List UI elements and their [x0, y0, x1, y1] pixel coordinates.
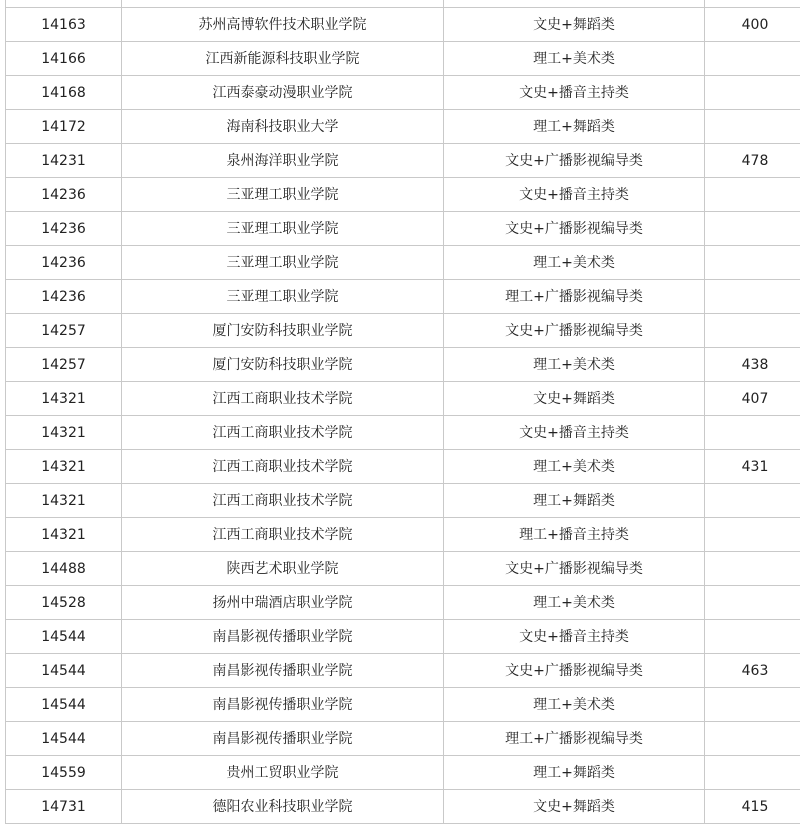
table-row	[6, 450, 800, 484]
code-cell: 14257	[6, 314, 122, 348]
category-cell: 文史+播音主持类	[444, 416, 705, 450]
score-cell	[705, 246, 800, 280]
category-cell: 理工+美术类	[444, 586, 705, 620]
category-cell: 理工+舞蹈类	[444, 484, 705, 518]
table-row	[6, 212, 800, 246]
table-row	[6, 484, 800, 518]
school-cell: 江西工商职业技术学院	[122, 518, 444, 552]
score-cell	[705, 76, 800, 110]
score-cell	[705, 416, 800, 450]
score-cell	[705, 212, 800, 246]
category-cell: 理工+广播影视编导类	[444, 722, 705, 756]
table-row	[6, 280, 800, 314]
score-cell	[705, 620, 800, 654]
score-cell	[705, 280, 800, 314]
school-cell: 厦门安防科技职业学院	[122, 348, 444, 382]
score-cell	[705, 722, 800, 756]
school-cell: 德阳农业科技职业学院	[122, 790, 444, 824]
school-cell: 苏州高博软件技术职业学院	[122, 8, 444, 42]
score-cell: 478	[705, 144, 800, 178]
score-cell	[705, 756, 800, 790]
category-cell: 理工+播音主持类	[444, 518, 705, 552]
school-cell: 三亚理工职业学院	[122, 178, 444, 212]
category-cell: 理工+舞蹈类	[444, 110, 705, 144]
category-cell: 文史+播音主持类	[444, 178, 705, 212]
school-cell: 南昌影视传播职业学院	[122, 688, 444, 722]
code-cell: 14488	[6, 552, 122, 586]
school-cell: 三亚理工职业学院	[122, 246, 444, 280]
category-cell: 理工+美术类	[444, 246, 705, 280]
table-row	[6, 144, 800, 178]
code-cell	[6, 0, 122, 8]
code-cell: 14559	[6, 756, 122, 790]
category-cell: 文史+广播影视编导类	[444, 552, 705, 586]
code-cell: 14544	[6, 688, 122, 722]
table-row	[6, 586, 800, 620]
school-cell: 南昌影视传播职业学院	[122, 620, 444, 654]
school-cell: 厦门安防科技职业学院	[122, 314, 444, 348]
table-row	[6, 382, 800, 416]
school-cell: 贵州工贸职业学院	[122, 756, 444, 790]
admission-table	[5, 0, 800, 824]
table-row	[6, 110, 800, 144]
table-row	[6, 246, 800, 280]
code-cell: 14544	[6, 654, 122, 688]
code-cell: 14231	[6, 144, 122, 178]
score-cell	[705, 586, 800, 620]
category-cell: 文史+广播影视编导类	[444, 144, 705, 178]
school-cell: 江西新能源科技职业学院	[122, 42, 444, 76]
score-cell: 431	[705, 450, 800, 484]
code-cell: 14236	[6, 280, 122, 314]
score-cell: 400	[705, 8, 800, 42]
code-cell: 14172	[6, 110, 122, 144]
category-cell: 理工+美术类	[444, 42, 705, 76]
category-cell: 文史+舞蹈类	[444, 8, 705, 42]
code-cell: 14236	[6, 212, 122, 246]
table-row	[6, 416, 800, 450]
school-cell	[122, 0, 444, 8]
score-cell: 407	[705, 382, 800, 416]
category-cell: 文史+广播影视编导类	[444, 654, 705, 688]
category-cell: 理工+美术类	[444, 688, 705, 722]
category-cell: 文史+播音主持类	[444, 76, 705, 110]
score-cell	[705, 42, 800, 76]
school-cell: 江西工商职业技术学院	[122, 484, 444, 518]
score-cell	[705, 518, 800, 552]
table-row	[6, 0, 800, 8]
score-cell: 438	[705, 348, 800, 382]
category-cell: 文史+舞蹈类	[444, 790, 705, 824]
category-cell	[444, 0, 705, 8]
score-cell	[705, 314, 800, 348]
table-row	[6, 518, 800, 552]
school-cell: 江西泰豪动漫职业学院	[122, 76, 444, 110]
category-cell: 理工+美术类	[444, 348, 705, 382]
score-cell	[705, 110, 800, 144]
code-cell: 14321	[6, 484, 122, 518]
school-cell: 南昌影视传播职业学院	[122, 654, 444, 688]
table-row	[6, 42, 800, 76]
score-cell	[705, 484, 800, 518]
code-cell: 14236	[6, 178, 122, 212]
table-row	[6, 620, 800, 654]
school-cell: 海南科技职业大学	[122, 110, 444, 144]
school-cell: 三亚理工职业学院	[122, 212, 444, 246]
table-row	[6, 8, 800, 42]
table-row	[6, 722, 800, 756]
table-row	[6, 654, 800, 688]
table-row	[6, 756, 800, 790]
category-cell: 文史+播音主持类	[444, 620, 705, 654]
code-cell: 14163	[6, 8, 122, 42]
code-cell: 14257	[6, 348, 122, 382]
table-row	[6, 178, 800, 212]
code-cell: 14321	[6, 518, 122, 552]
category-cell: 理工+美术类	[444, 450, 705, 484]
table-row	[6, 688, 800, 722]
school-cell: 三亚理工职业学院	[122, 280, 444, 314]
code-cell: 14544	[6, 620, 122, 654]
code-cell: 14731	[6, 790, 122, 824]
code-cell: 14321	[6, 382, 122, 416]
school-cell: 扬州中瑞酒店职业学院	[122, 586, 444, 620]
school-cell: 江西工商职业技术学院	[122, 416, 444, 450]
category-cell: 理工+舞蹈类	[444, 756, 705, 790]
table-row	[6, 348, 800, 382]
table-row	[6, 76, 800, 110]
table-row	[6, 314, 800, 348]
category-cell: 文史+广播影视编导类	[444, 212, 705, 246]
table-row	[6, 790, 800, 824]
school-cell: 泉州海洋职业学院	[122, 144, 444, 178]
table-body	[6, 0, 800, 824]
category-cell: 文史+舞蹈类	[444, 382, 705, 416]
school-cell: 江西工商职业技术学院	[122, 450, 444, 484]
score-cell	[705, 688, 800, 722]
school-cell: 江西工商职业技术学院	[122, 382, 444, 416]
code-cell: 14321	[6, 416, 122, 450]
code-cell: 14236	[6, 246, 122, 280]
score-cell: 415	[705, 790, 800, 824]
code-cell: 14544	[6, 722, 122, 756]
code-cell: 14321	[6, 450, 122, 484]
code-cell: 14166	[6, 42, 122, 76]
code-cell: 14168	[6, 76, 122, 110]
score-cell: 463	[705, 654, 800, 688]
code-cell: 14528	[6, 586, 122, 620]
score-cell	[705, 552, 800, 586]
school-cell: 南昌影视传播职业学院	[122, 722, 444, 756]
score-cell	[705, 0, 800, 8]
score-cell	[705, 178, 800, 212]
category-cell: 理工+广播影视编导类	[444, 280, 705, 314]
school-cell: 陕西艺术职业学院	[122, 552, 444, 586]
table-row	[6, 552, 800, 586]
category-cell: 文史+广播影视编导类	[444, 314, 705, 348]
